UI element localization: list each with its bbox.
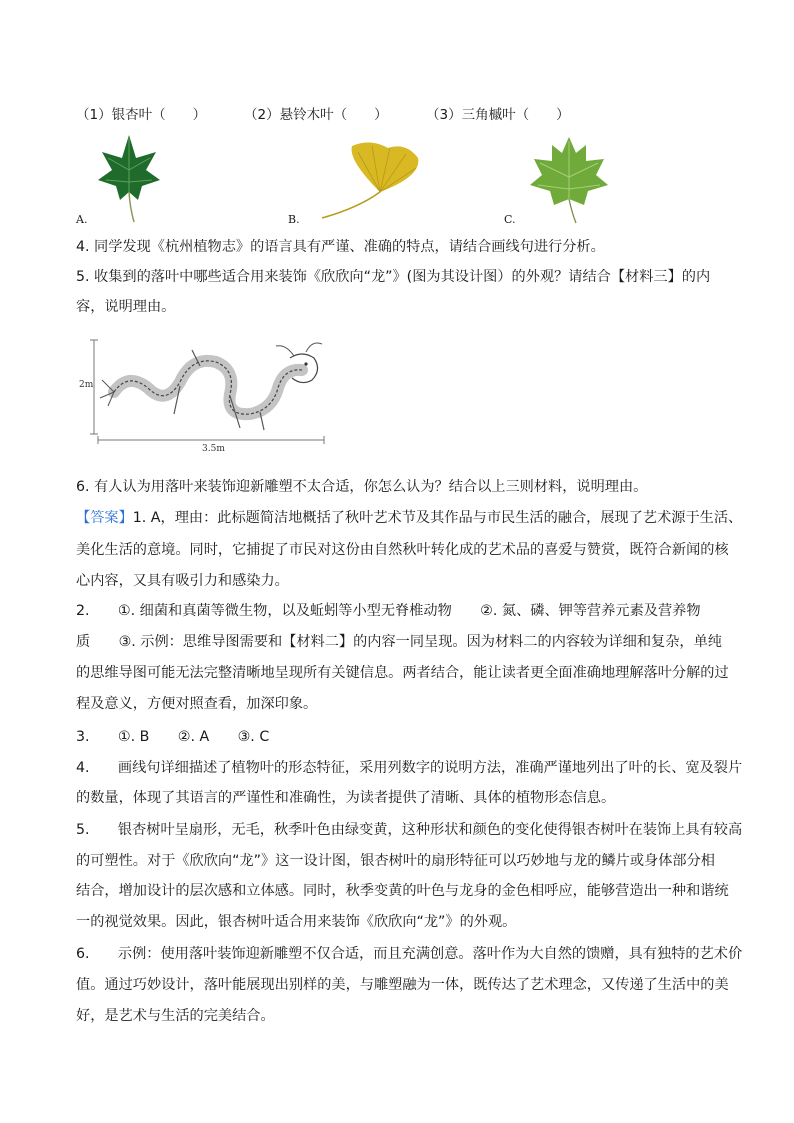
question-5-line-2: 容，说明理由。 xyxy=(76,299,176,315)
question-4: 4. 同学发现《杭州植物志》的语言具有严谨、准确的特点，请结合画线句进行分析。 xyxy=(76,239,605,255)
leaf-c-image xyxy=(528,133,610,225)
leaf-b-image xyxy=(318,140,422,222)
answer-2-line-2: 质 ③. 示例：思维导图需要和【材料二】的内容一同呈现。因为材料二的内容较为详细和复杂，单纯 xyxy=(76,634,722,650)
answer-1-line-1: 【答案】1. A，理由：此标题简洁地概括了秋叶艺术节及其作品与市民生活的融合，展现了艺术源于生活、 xyxy=(76,510,743,526)
option-b-label: B. xyxy=(288,213,300,226)
answer-4-line-1: 4. 画线句详细描述了植物叶的形态特征，采用列数字的说明方法，准确严谨地列出了叶的长、宽及裂片 xyxy=(76,760,743,776)
answer-1-line-2: 美化生活的意境。同时，它捕捉了市民对这份由自然秋叶转化成的艺术品的喜爱与赞赏，既符合新闻的核 xyxy=(76,542,729,558)
answer-5-line-1: 5. 银杏树叶呈扇形，无毛，秋季叶色由绿变黄，这种形状和颜色的变化使得银杏树叶在装饰上具有较高 xyxy=(76,822,743,838)
question-6: 6. 有人认为用落叶来装饰迎新雕塑不太合适，你怎么认为？结合以上三则材料，说明理由。 xyxy=(76,479,648,495)
answer-5-line-4: 一的视觉效果。因此，银杏树叶适合用来装饰《欣欣向“龙”》的外观。 xyxy=(76,914,517,930)
answer-1-line-3: 心内容，又具有吸引力和感染力。 xyxy=(76,573,289,589)
dragon-width-label: 3.5m xyxy=(202,444,225,454)
option-c-label: C. xyxy=(504,213,516,226)
question-5-line-1: 5. 收集到的落叶中哪些适合用来装饰《欣欣向“龙”》(图为其设计图）的外观？请结合【材料三】的内 xyxy=(76,269,711,285)
answer-2-line-3: 的思维导图可能无法完整清晰地呈现所有关键信息。两者结合，能让读者更全面准确地理解落叶分解的过 xyxy=(76,665,729,681)
answer-4-line-2: 的数量，体现了其语言的严谨性和准确性，为读者提供了清晰、具体的植物形态信息。 xyxy=(76,790,616,806)
answer-6-line-1: 6. 示例：使用落叶装饰迎新雕塑不仅合适，而且充满创意。落叶作为大自然的馈赠，具有独特的艺术价 xyxy=(76,946,743,962)
dragon-design-figure xyxy=(80,336,330,448)
answer-tag: 【答案】 xyxy=(76,510,133,526)
answer-2-line-4: 程及意义，方便对照查看，加深印象。 xyxy=(76,696,318,712)
question-plane-tree: （2）悬铃木叶（ ） xyxy=(244,107,388,123)
dragon-height-label: 2m xyxy=(79,380,94,390)
answer-3: 3. ①. B ②. A ③. C xyxy=(76,729,270,745)
answer-5-line-2: 的可塑性。对于《欣欣向“龙”》这一设计图，银杏树叶的扇形特征可以巧妙地与龙的鳞片或身体部分相 xyxy=(76,853,715,869)
question-ginkgo: （1）银杏叶（ ） xyxy=(76,107,207,123)
answer-2-line-1: 2. ①. 细菌和真菌等微生物，以及蚯蚓等小型无脊椎动物 ②. 氮、磷、钾等营养元素及营养物 xyxy=(76,603,701,619)
answer-5-line-3: 结合，增加设计的层次感和立体感。同时，秋季变黄的叶色与龙身的金色相呼应，能够营造出一种和谐统 xyxy=(76,883,729,899)
answer-6-line-3: 好，是艺术与生活的完美结合。 xyxy=(76,1008,275,1024)
leaf-a-image xyxy=(94,130,164,225)
question-maple: （3）三角槭叶（ ） xyxy=(426,107,570,123)
answer-6-line-2: 值。通过巧妙设计，落叶能展现出别样的美，与雕塑融为一体，既传达了艺术理念，又传递了生活中的美 xyxy=(76,977,729,993)
option-a-label: A. xyxy=(76,213,88,226)
